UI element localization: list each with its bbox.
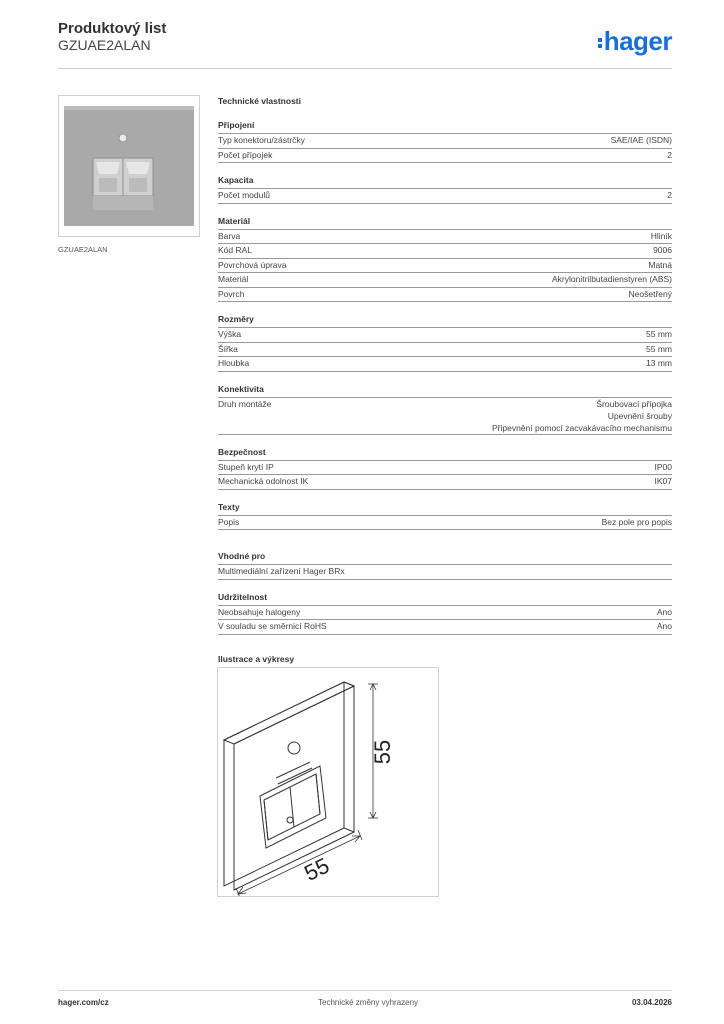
spec-row: Neobsahuje halogeny Ano bbox=[218, 606, 672, 621]
spec-row: Kód RAL 9006 bbox=[218, 244, 672, 259]
group-title: Vhodné pro bbox=[218, 550, 672, 565]
document-title: Produktový list bbox=[58, 20, 167, 37]
multi-value: Šroubovací přípojka Upevnění šrouby Připevnění pomocí zacvakávacího mechanismu bbox=[491, 398, 672, 433]
spec-row: Mechanická odolnost IK IK07 bbox=[218, 475, 672, 490]
footer-disclaimer: Technické změny vyhrazeny bbox=[318, 998, 419, 1007]
footer-divider bbox=[58, 990, 672, 991]
spec-row: Stupeň krytí IP IP00 bbox=[218, 461, 672, 476]
spec-row: Materiál Akrylonitrilbutadienstyren (ABS) bbox=[218, 273, 672, 288]
header bbox=[58, 20, 166, 54]
spec-row: Popis Bez pole pro popis bbox=[218, 516, 672, 531]
hager-logo: hager bbox=[598, 28, 672, 54]
group-title: Udržitelnost bbox=[218, 591, 672, 606]
technical-specs bbox=[218, 94, 672, 666]
spec-row: Počet modulů 2 bbox=[218, 189, 672, 204]
spec-row: Povrch Neošetřený bbox=[218, 288, 672, 303]
footer-website-link[interactable]: hager.com/cz bbox=[58, 998, 109, 1007]
height-dimension-label: 55 bbox=[370, 739, 395, 765]
illustrations-title: Ilustrace a výkresy bbox=[218, 653, 295, 664]
spec-row: Barva Hliník bbox=[218, 230, 672, 245]
sustainability-section bbox=[218, 591, 672, 635]
spec-group-material bbox=[218, 215, 672, 303]
spec-row: V souladu se směrnicí RoHS Ano bbox=[218, 620, 672, 635]
spec-row: Druh montáže Šroubovací přípojka Upevnění šrouby Připevnění pomocí zacvakávacího mechanismu bbox=[218, 398, 672, 433]
logo-dots-icon bbox=[598, 36, 603, 50]
footer-date: 03.04.2026 bbox=[631, 998, 672, 1007]
spec-row: Hloubka 13 mm bbox=[218, 357, 672, 372]
spec-group-texts bbox=[218, 501, 672, 531]
spec-group-capacity bbox=[218, 174, 672, 204]
spec-group-dimensions bbox=[218, 313, 672, 372]
group-title: Materiál bbox=[218, 215, 672, 230]
group-title: Připojení bbox=[218, 119, 672, 134]
suitable-for-section bbox=[218, 550, 672, 580]
specs-heading: Technické vlastnosti bbox=[218, 96, 301, 106]
group-title: Texty bbox=[218, 501, 672, 516]
spec-group-connection bbox=[218, 119, 672, 163]
spec-row: Šířka 55 mm bbox=[218, 343, 672, 358]
spec-row: Typ konektoru/zástrčky SAE/IAE (ISDN) bbox=[218, 134, 672, 149]
drawing-icon bbox=[218, 668, 438, 896]
header-divider bbox=[58, 68, 672, 69]
group-title: Kapacita bbox=[218, 174, 672, 189]
spec-row: Výška 55 mm bbox=[218, 328, 672, 343]
technical-drawing bbox=[217, 667, 439, 897]
product-photo-icon bbox=[59, 96, 199, 236]
spec-group-connectivity bbox=[218, 383, 672, 435]
group-title: Konektivita bbox=[218, 383, 672, 398]
group-title: Rozměry bbox=[218, 313, 672, 328]
spec-row: Počet přípojek 2 bbox=[218, 149, 672, 164]
group-title: Bezpečnost bbox=[218, 446, 672, 461]
product-thumbnail bbox=[58, 95, 200, 237]
spec-row: Povrchová úprava Matná bbox=[218, 259, 672, 274]
spec-group-safety bbox=[218, 446, 672, 490]
spec-row: Multimediální zařízení Hager BRx bbox=[218, 565, 672, 580]
thumbnail-caption: GZUAE2ALAN bbox=[58, 245, 108, 254]
product-code: GZUAE2ALAN bbox=[58, 37, 151, 53]
width-dimension-label: 55 bbox=[300, 852, 334, 886]
